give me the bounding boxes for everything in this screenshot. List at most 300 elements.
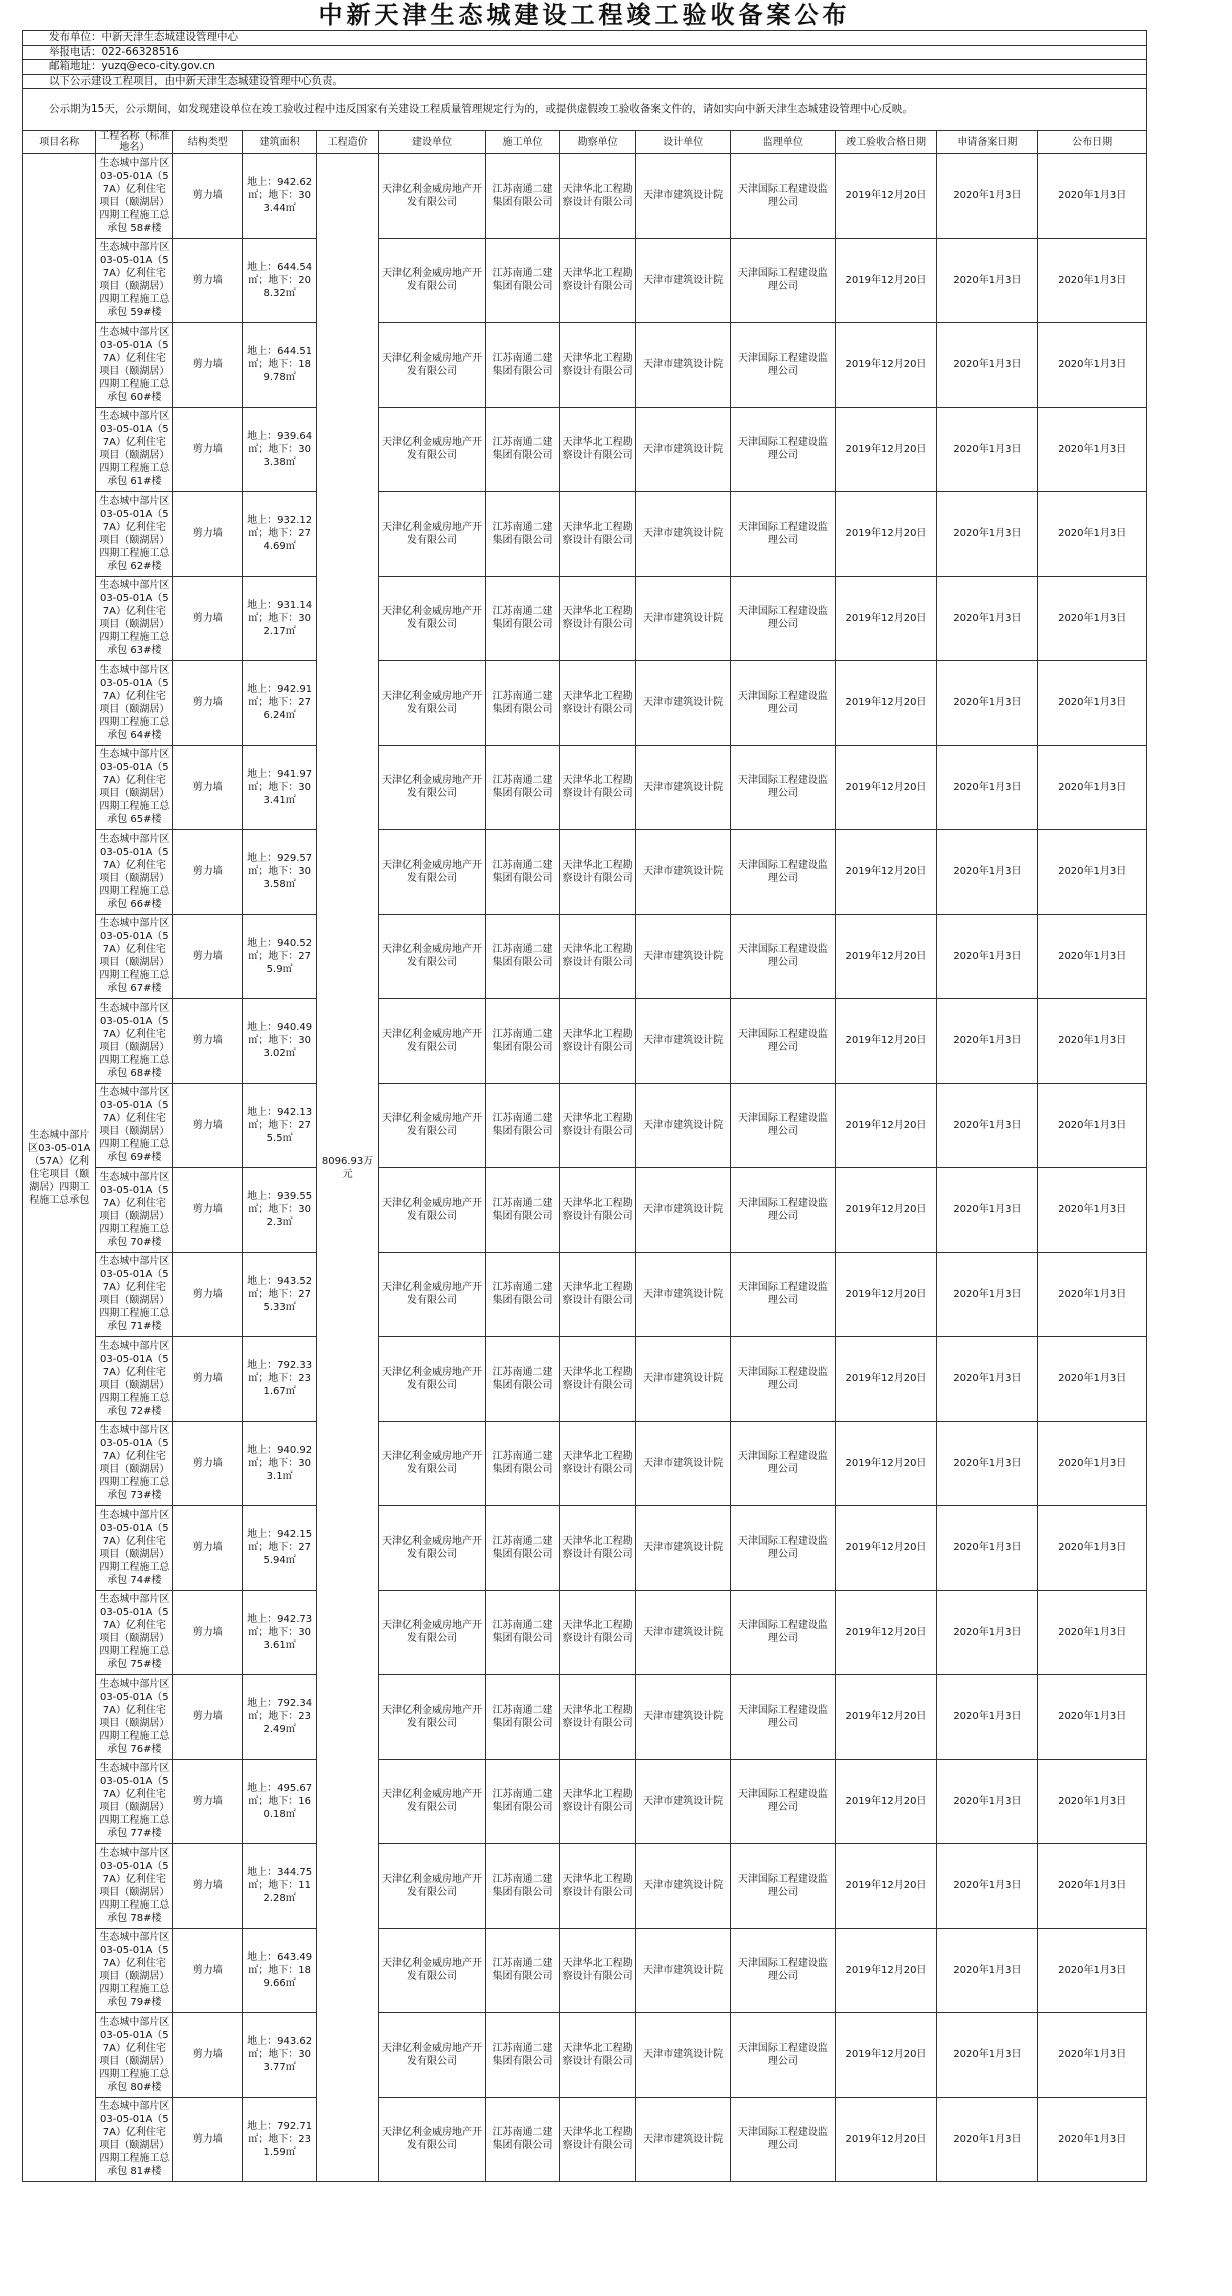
- survey-cell: 天津华北工程勘察设计有限公司: [560, 1675, 636, 1760]
- builder-cell: 天津亿利金威房地产开发有限公司: [379, 1759, 485, 1844]
- survey-cell: 天津华北工程勘察设计有限公司: [560, 1759, 636, 1844]
- area-cell: 地上：643.49㎡；地下：189.66㎡: [243, 1928, 316, 2013]
- area-cell: 地上：932.12㎡；地下：274.69㎡: [243, 492, 316, 577]
- table-row: [23, 999, 1147, 1084]
- supervisor-cell: 天津国际工程建设监理公司: [731, 407, 835, 492]
- page-title: 中新天津生态城建设工程竣工验收备案公布: [318, 0, 851, 29]
- apply-date-cell: 2020年1月3日: [937, 492, 1038, 577]
- supervisor-cell: 天津国际工程建设监理公司: [731, 1337, 835, 1422]
- apply-date-cell: 2020年1月3日: [937, 1337, 1038, 1422]
- area-cell: 地上：344.75㎡；地下：112.28㎡: [243, 1844, 316, 1929]
- structure-cell: 剪力墙: [173, 1844, 243, 1929]
- supervisor-cell: 天津国际工程建设监理公司: [731, 1252, 835, 1337]
- accept-date-cell: 2019年12月20日: [835, 999, 937, 1084]
- accept-date-cell: 2019年12月20日: [835, 2013, 937, 2098]
- col-header: 建设单位: [379, 131, 485, 154]
- builder-cell: 天津亿利金威房地产开发有限公司: [379, 1675, 485, 1760]
- accept-date-cell: 2019年12月20日: [835, 661, 937, 746]
- structure-cell: 剪力墙: [173, 238, 243, 323]
- apply-date-cell: 2020年1月3日: [937, 1252, 1038, 1337]
- accept-date-cell: 2019年12月20日: [835, 1590, 937, 1675]
- apply-date-cell: 2020年1月3日: [937, 661, 1038, 746]
- design-cell: 天津市建筑设计院: [635, 1083, 730, 1168]
- builder-cell: 天津亿利金威房地产开发有限公司: [379, 2013, 485, 2098]
- contractor-cell: 江苏南通二建集团有限公司: [485, 914, 560, 999]
- project-name-cell: 生态城中部片区03-05-01A（57A）亿利住宅项目（颐湖居）四期工程施工总承包: [23, 154, 96, 2182]
- contractor-cell: 江苏南通二建集团有限公司: [485, 1844, 560, 1929]
- col-header: 工程造价: [316, 131, 379, 154]
- survey-cell: 天津华北工程勘察设计有限公司: [560, 323, 636, 408]
- builder-cell: 天津亿利金威房地产开发有限公司: [379, 492, 485, 577]
- design-cell: 天津市建筑设计院: [635, 914, 730, 999]
- table-row: [23, 1844, 1147, 1929]
- contractor-cell: 江苏南通二建集团有限公司: [485, 2097, 560, 2182]
- work-name-cell: 生态城中部片区03-05-01A（57A）亿利住宅项目（颐湖居）四期工程施工总承包 80#楼: [96, 2013, 173, 2098]
- survey-cell: 天津华北工程勘察设计有限公司: [560, 492, 636, 577]
- publish-date-cell: 2020年1月3日: [1038, 154, 1147, 239]
- apply-date-cell: 2020年1月3日: [937, 238, 1038, 323]
- design-cell: 天津市建筑设计院: [635, 2013, 730, 2098]
- contractor-cell: 江苏南通二建集团有限公司: [485, 830, 560, 915]
- apply-date-cell: 2020年1月3日: [937, 154, 1038, 239]
- supervisor-cell: 天津国际工程建设监理公司: [731, 2097, 835, 2182]
- structure-cell: 剪力墙: [173, 1928, 243, 2013]
- publish-date-cell: 2020年1月3日: [1038, 1675, 1147, 1760]
- accept-date-cell: 2019年12月20日: [835, 407, 937, 492]
- work-name-cell: 生态城中部片区03-05-01A（57A）亿利住宅项目（颐湖居）四期工程施工总承包 62#楼: [96, 492, 173, 577]
- contractor-cell: 江苏南通二建集团有限公司: [485, 745, 560, 830]
- area-cell: 地上：942.91㎡；地下：276.24㎡: [243, 661, 316, 746]
- builder-cell: 天津亿利金威房地产开发有限公司: [379, 238, 485, 323]
- accept-date-cell: 2019年12月20日: [835, 1421, 937, 1506]
- supervisor-cell: 天津国际工程建设监理公司: [731, 661, 835, 746]
- accept-date-cell: 2019年12月20日: [835, 745, 937, 830]
- area-cell: 地上：644.51㎡；地下：189.78㎡: [243, 323, 316, 408]
- contractor-cell: 江苏南通二建集团有限公司: [485, 407, 560, 492]
- apply-date-cell: 2020年1月3日: [937, 1675, 1038, 1760]
- apply-date-cell: 2020年1月3日: [937, 1168, 1038, 1253]
- contractor-cell: 江苏南通二建集团有限公司: [485, 238, 560, 323]
- supervisor-cell: 天津国际工程建设监理公司: [731, 1168, 835, 1253]
- design-cell: 天津市建筑设计院: [635, 1252, 730, 1337]
- area-cell: 地上：942.15㎡；地下：275.94㎡: [243, 1506, 316, 1591]
- supervisor-cell: 天津国际工程建设监理公司: [731, 914, 835, 999]
- contractor-cell: 江苏南通二建集团有限公司: [485, 2013, 560, 2098]
- structure-cell: 剪力墙: [173, 914, 243, 999]
- supervisor-cell: 天津国际工程建设监理公司: [731, 1506, 835, 1591]
- survey-cell: 天津华北工程勘察设计有限公司: [560, 1421, 636, 1506]
- work-name-cell: 生态城中部片区03-05-01A（57A）亿利住宅项目（颐湖居）四期工程施工总承包 72#楼: [96, 1337, 173, 1422]
- builder-cell: 天津亿利金威房地产开发有限公司: [379, 1168, 485, 1253]
- accept-date-cell: 2019年12月20日: [835, 154, 937, 239]
- survey-cell: 天津华北工程勘察设计有限公司: [560, 1252, 636, 1337]
- accept-date-cell: 2019年12月20日: [835, 1675, 937, 1760]
- structure-cell: 剪力墙: [173, 2013, 243, 2098]
- col-header: 勘察单位: [560, 131, 636, 154]
- builder-cell: 天津亿利金威房地产开发有限公司: [379, 2097, 485, 2182]
- work-name-cell: 生态城中部片区03-05-01A（57A）亿利住宅项目（颐湖居）四期工程施工总承包 59#楼: [96, 238, 173, 323]
- apply-date-cell: 2020年1月3日: [937, 323, 1038, 408]
- structure-cell: 剪力墙: [173, 1759, 243, 1844]
- publish-date-cell: 2020年1月3日: [1038, 407, 1147, 492]
- contractor-cell: 江苏南通二建集团有限公司: [485, 323, 560, 408]
- work-name-cell: 生态城中部片区03-05-01A（57A）亿利住宅项目（颐湖居）四期工程施工总承包 70#楼: [96, 1168, 173, 1253]
- contractor-cell: 江苏南通二建集团有限公司: [485, 999, 560, 1084]
- accept-date-cell: 2019年12月20日: [835, 492, 937, 577]
- accept-date-cell: 2019年12月20日: [835, 323, 937, 408]
- supervisor-cell: 天津国际工程建设监理公司: [731, 576, 835, 661]
- apply-date-cell: 2020年1月3日: [937, 2097, 1038, 2182]
- survey-cell: 天津华北工程勘察设计有限公司: [560, 1168, 636, 1253]
- design-cell: 天津市建筑设计院: [635, 999, 730, 1084]
- col-header: 监理单位: [731, 131, 835, 154]
- work-name-cell: 生态城中部片区03-05-01A（57A）亿利住宅项目（颐湖居）四期工程施工总承包 75#楼: [96, 1590, 173, 1675]
- work-name-cell: 生态城中部片区03-05-01A（57A）亿利住宅项目（颐湖居）四期工程施工总承包 76#楼: [96, 1675, 173, 1760]
- table-row: [23, 745, 1147, 830]
- structure-cell: 剪力墙: [173, 2097, 243, 2182]
- cost-cell: 8096.93万元: [316, 154, 379, 2182]
- work-name-cell: 生态城中部片区03-05-01A（57A）亿利住宅项目（颐湖居）四期工程施工总承包 58#楼: [96, 154, 173, 239]
- survey-cell: 天津华北工程勘察设计有限公司: [560, 1083, 636, 1168]
- design-cell: 天津市建筑设计院: [635, 576, 730, 661]
- area-cell: 地上：943.62㎡；地下：303.77㎡: [243, 2013, 316, 2098]
- supervisor-cell: 天津国际工程建设监理公司: [731, 323, 835, 408]
- survey-cell: 天津华北工程勘察设计有限公司: [560, 154, 636, 239]
- survey-cell: 天津华北工程勘察设计有限公司: [560, 1928, 636, 2013]
- publish-date-cell: 2020年1月3日: [1038, 830, 1147, 915]
- apply-date-cell: 2020年1月3日: [937, 1844, 1038, 1929]
- col-header: 结构类型: [173, 131, 243, 154]
- publish-date-cell: 2020年1月3日: [1038, 1083, 1147, 1168]
- design-cell: 天津市建筑设计院: [635, 830, 730, 915]
- structure-cell: 剪力墙: [173, 999, 243, 1084]
- publish-date-cell: 2020年1月3日: [1038, 1590, 1147, 1675]
- apply-date-cell: 2020年1月3日: [937, 745, 1038, 830]
- supervisor-cell: 天津国际工程建设监理公司: [731, 1421, 835, 1506]
- structure-cell: 剪力墙: [173, 1252, 243, 1337]
- work-name-cell: 生态城中部片区03-05-01A（57A）亿利住宅项目（颐湖居）四期工程施工总承包 65#楼: [96, 745, 173, 830]
- col-header: 施工单位: [485, 131, 560, 154]
- info-block: [22, 30, 1147, 89]
- apply-date-cell: 2020年1月3日: [937, 1759, 1038, 1844]
- builder-cell: 天津亿利金威房地产开发有限公司: [379, 1337, 485, 1422]
- accept-date-cell: 2019年12月20日: [835, 576, 937, 661]
- work-name-cell: 生态城中部片区03-05-01A（57A）亿利住宅项目（颐湖居）四期工程施工总承包 66#楼: [96, 830, 173, 915]
- structure-cell: 剪力墙: [173, 1675, 243, 1760]
- area-cell: 地上：792.33㎡；地下：231.67㎡: [243, 1337, 316, 1422]
- contractor-cell: 江苏南通二建集团有限公司: [485, 1337, 560, 1422]
- structure-cell: 剪力墙: [173, 1421, 243, 1506]
- builder-cell: 天津亿利金威房地产开发有限公司: [379, 1928, 485, 2013]
- publish-date-cell: 2020年1月3日: [1038, 745, 1147, 830]
- design-cell: 天津市建筑设计院: [635, 1421, 730, 1506]
- accept-date-cell: 2019年12月20日: [835, 1337, 937, 1422]
- supervisor-cell: 天津国际工程建设监理公司: [731, 1083, 835, 1168]
- work-name-cell: 生态城中部片区03-05-01A（57A）亿利住宅项目（颐湖居）四期工程施工总承包 81#楼: [96, 2097, 173, 2182]
- area-cell: 地上：792.34㎡；地下：232.49㎡: [243, 1675, 316, 1760]
- apply-date-cell: 2020年1月3日: [937, 830, 1038, 915]
- work-name-cell: 生态城中部片区03-05-01A（57A）亿利住宅项目（颐湖居）四期工程施工总承包 73#楼: [96, 1421, 173, 1506]
- structure-cell: 剪力墙: [173, 576, 243, 661]
- area-cell: 地上：940.92㎡；地下：303.1㎡: [243, 1421, 316, 1506]
- publish-date-cell: 2020年1月3日: [1038, 323, 1147, 408]
- survey-cell: 天津华北工程勘察设计有限公司: [560, 830, 636, 915]
- apply-date-cell: 2020年1月3日: [937, 576, 1038, 661]
- table-row: [23, 1675, 1147, 1760]
- apply-date-cell: 2020年1月3日: [937, 1083, 1038, 1168]
- structure-cell: 剪力墙: [173, 1337, 243, 1422]
- survey-cell: 天津华北工程勘察设计有限公司: [560, 661, 636, 746]
- area-cell: 地上：939.55㎡；地下：302.3㎡: [243, 1168, 316, 1253]
- survey-cell: 天津华北工程勘察设计有限公司: [560, 1844, 636, 1929]
- accept-date-cell: 2019年12月20日: [835, 914, 937, 999]
- accept-date-cell: 2019年12月20日: [835, 1506, 937, 1591]
- col-header: 公布日期: [1038, 131, 1147, 154]
- structure-cell: 剪力墙: [173, 1083, 243, 1168]
- area-cell: 地上：644.54㎡；地下：208.32㎡: [243, 238, 316, 323]
- area-cell: 地上：943.52㎡；地下：275.33㎡: [243, 1252, 316, 1337]
- table-row: [23, 1928, 1147, 2013]
- builder-cell: 天津亿利金威房地产开发有限公司: [379, 1844, 485, 1929]
- contractor-cell: 江苏南通二建集团有限公司: [485, 1675, 560, 1760]
- publish-date-cell: 2020年1月3日: [1038, 1421, 1147, 1506]
- survey-cell: 天津华北工程勘察设计有限公司: [560, 576, 636, 661]
- notice-text: 公示期为15天，公示期间，如发现建设单位在竣工验收过程中违反国家有关建设工程质量管理规定行为的，或提供虚假竣工验收备案文件的，请如实向中新天津生态城建设管理中心反映。: [22, 89, 1147, 130]
- work-name-cell: 生态城中部片区03-05-01A（57A）亿利住宅项目（颐湖居）四期工程施工总承包 64#楼: [96, 661, 173, 746]
- structure-cell: 剪力墙: [173, 745, 243, 830]
- table-body: [23, 154, 1147, 2182]
- area-cell: 地上：929.57㎡；地下：303.58㎡: [243, 830, 316, 915]
- col-header: 申请备案日期: [937, 131, 1038, 154]
- accept-date-cell: 2019年12月20日: [835, 2097, 937, 2182]
- design-cell: 天津市建筑设计院: [635, 154, 730, 239]
- apply-date-cell: 2020年1月3日: [937, 407, 1038, 492]
- table-row: [23, 1168, 1147, 1253]
- supervisor-cell: 天津国际工程建设监理公司: [731, 2013, 835, 2098]
- publish-date-cell: 2020年1月3日: [1038, 1928, 1147, 2013]
- table-header-row: [23, 131, 1147, 154]
- supervisor-cell: 天津国际工程建设监理公司: [731, 830, 835, 915]
- table-row: [23, 154, 1147, 239]
- area-cell: 地上：939.64㎡；地下：303.38㎡: [243, 407, 316, 492]
- design-cell: 天津市建筑设计院: [635, 1506, 730, 1591]
- design-cell: 天津市建筑设计院: [635, 1168, 730, 1253]
- design-cell: 天津市建筑设计院: [635, 661, 730, 746]
- design-cell: 天津市建筑设计院: [635, 238, 730, 323]
- survey-cell: 天津华北工程勘察设计有限公司: [560, 2097, 636, 2182]
- accept-date-cell: 2019年12月20日: [835, 1844, 937, 1929]
- design-cell: 天津市建筑设计院: [635, 492, 730, 577]
- contractor-cell: 江苏南通二建集团有限公司: [485, 576, 560, 661]
- apply-date-cell: 2020年1月3日: [937, 1928, 1038, 2013]
- builder-cell: 天津亿利金威房地产开发有限公司: [379, 745, 485, 830]
- design-cell: 天津市建筑设计院: [635, 1337, 730, 1422]
- col-header: 项目名称: [23, 131, 96, 154]
- accept-date-cell: 2019年12月20日: [835, 1168, 937, 1253]
- phone-line: 举报电话：022-66328516: [23, 46, 1146, 61]
- publish-date-cell: 2020年1月3日: [1038, 2097, 1147, 2182]
- area-cell: 地上：940.52㎡；地下：275.9㎡: [243, 914, 316, 999]
- design-cell: 天津市建筑设计院: [635, 1590, 730, 1675]
- design-cell: 天津市建筑设计院: [635, 1675, 730, 1760]
- structure-cell: 剪力墙: [173, 1590, 243, 1675]
- col-header: 设计单位: [635, 131, 730, 154]
- survey-cell: 天津华北工程勘察设计有限公司: [560, 238, 636, 323]
- survey-cell: 天津华北工程勘察设计有限公司: [560, 914, 636, 999]
- supervisor-cell: 天津国际工程建设监理公司: [731, 999, 835, 1084]
- publish-date-cell: 2020年1月3日: [1038, 999, 1147, 1084]
- contractor-cell: 江苏南通二建集团有限公司: [485, 154, 560, 239]
- survey-cell: 天津华北工程勘察设计有限公司: [560, 2013, 636, 2098]
- publish-date-cell: 2020年1月3日: [1038, 914, 1147, 999]
- contractor-cell: 江苏南通二建集团有限公司: [485, 492, 560, 577]
- table-row: [23, 2013, 1147, 2098]
- structure-cell: 剪力墙: [173, 323, 243, 408]
- survey-cell: 天津华北工程勘察设计有限公司: [560, 999, 636, 1084]
- structure-cell: 剪力墙: [173, 1506, 243, 1591]
- publish-date-cell: 2020年1月3日: [1038, 1252, 1147, 1337]
- survey-cell: 天津华北工程勘察设计有限公司: [560, 1590, 636, 1675]
- table-row: [23, 1252, 1147, 1337]
- table-row: [23, 661, 1147, 746]
- apply-date-cell: 2020年1月3日: [937, 1506, 1038, 1591]
- structure-cell: 剪力墙: [173, 661, 243, 746]
- survey-cell: 天津华北工程勘察设计有限公司: [560, 1506, 636, 1591]
- accept-date-cell: 2019年12月20日: [835, 1252, 937, 1337]
- apply-date-cell: 2020年1月3日: [937, 2013, 1038, 2098]
- table-row: [23, 492, 1147, 577]
- accept-date-cell: 2019年12月20日: [835, 1928, 937, 2013]
- builder-cell: 天津亿利金威房地产开发有限公司: [379, 154, 485, 239]
- design-cell: 天津市建筑设计院: [635, 407, 730, 492]
- col-header: 建筑面积: [243, 131, 316, 154]
- contractor-cell: 江苏南通二建集团有限公司: [485, 1759, 560, 1844]
- work-name-cell: 生态城中部片区03-05-01A（57A）亿利住宅项目（颐湖居）四期工程施工总承包 68#楼: [96, 999, 173, 1084]
- table-row: [23, 1590, 1147, 1675]
- supervisor-cell: 天津国际工程建设监理公司: [731, 1759, 835, 1844]
- table-row: [23, 830, 1147, 915]
- apply-date-cell: 2020年1月3日: [937, 914, 1038, 999]
- area-cell: 地上：931.14㎡；地下：302.17㎡: [243, 576, 316, 661]
- publish-date-cell: 2020年1月3日: [1038, 2013, 1147, 2098]
- supervisor-cell: 天津国际工程建设监理公司: [731, 1928, 835, 2013]
- contractor-cell: 江苏南通二建集团有限公司: [485, 1252, 560, 1337]
- survey-cell: 天津华北工程勘察设计有限公司: [560, 1337, 636, 1422]
- table-row: [23, 1421, 1147, 1506]
- work-name-cell: 生态城中部片区03-05-01A（57A）亿利住宅项目（颐湖居）四期工程施工总承包 74#楼: [96, 1506, 173, 1591]
- builder-cell: 天津亿利金威房地产开发有限公司: [379, 1083, 485, 1168]
- announcement-sheet: [22, 0, 1147, 2182]
- survey-cell: 天津华北工程勘察设计有限公司: [560, 745, 636, 830]
- publisher-line: 发布单位：中新天津生态城建设管理中心: [23, 31, 1146, 46]
- table-row: [23, 576, 1147, 661]
- builder-cell: 天津亿利金威房地产开发有限公司: [379, 1590, 485, 1675]
- table-row: [23, 1083, 1147, 1168]
- table-row: [23, 1759, 1147, 1844]
- table-row: [23, 407, 1147, 492]
- builder-cell: 天津亿利金威房地产开发有限公司: [379, 661, 485, 746]
- contractor-cell: 江苏南通二建集团有限公司: [485, 1590, 560, 1675]
- work-name-cell: 生态城中部片区03-05-01A（57A）亿利住宅项目（颐湖居）四期工程施工总承包 60#楼: [96, 323, 173, 408]
- col-header: 工程名称（标准地名）: [96, 131, 173, 154]
- builder-cell: 天津亿利金威房地产开发有限公司: [379, 576, 485, 661]
- area-cell: 地上：942.73㎡；地下：303.61㎡: [243, 1590, 316, 1675]
- table-row: [23, 238, 1147, 323]
- supervisor-cell: 天津国际工程建设监理公司: [731, 238, 835, 323]
- survey-cell: 天津华北工程勘察设计有限公司: [560, 407, 636, 492]
- contractor-cell: 江苏南通二建集团有限公司: [485, 1168, 560, 1253]
- work-name-cell: 生态城中部片区03-05-01A（57A）亿利住宅项目（颐湖居）四期工程施工总承包 61#楼: [96, 407, 173, 492]
- work-name-cell: 生态城中部片区03-05-01A（57A）亿利住宅项目（颐湖居）四期工程施工总承包 67#楼: [96, 914, 173, 999]
- col-header: 竣工验收合格日期: [835, 131, 937, 154]
- area-cell: 地上：941.97㎡；地下：303.41㎡: [243, 745, 316, 830]
- structure-cell: 剪力墙: [173, 154, 243, 239]
- area-cell: 地上：495.67㎡；地下：160.18㎡: [243, 1759, 316, 1844]
- supervisor-cell: 天津国际工程建设监理公司: [731, 1844, 835, 1929]
- contractor-cell: 江苏南通二建集团有限公司: [485, 1083, 560, 1168]
- design-cell: 天津市建筑设计院: [635, 323, 730, 408]
- contractor-cell: 江苏南通二建集团有限公司: [485, 661, 560, 746]
- table-row: [23, 1337, 1147, 1422]
- design-cell: 天津市建筑设计院: [635, 1759, 730, 1844]
- design-cell: 天津市建筑设计院: [635, 1928, 730, 2013]
- area-cell: 地上：940.49㎡；地下：303.02㎡: [243, 999, 316, 1084]
- publish-date-cell: 2020年1月3日: [1038, 1168, 1147, 1253]
- table-row: [23, 1506, 1147, 1591]
- supervisor-cell: 天津国际工程建设监理公司: [731, 1675, 835, 1760]
- supervisor-cell: 天津国际工程建设监理公司: [731, 492, 835, 577]
- work-name-cell: 生态城中部片区03-05-01A（57A）亿利住宅项目（颐湖居）四期工程施工总承包 77#楼: [96, 1759, 173, 1844]
- structure-cell: 剪力墙: [173, 1168, 243, 1253]
- publish-date-cell: 2020年1月3日: [1038, 1759, 1147, 1844]
- supervisor-cell: 天津国际工程建设监理公司: [731, 154, 835, 239]
- structure-cell: 剪力墙: [173, 830, 243, 915]
- publish-date-cell: 2020年1月3日: [1038, 1844, 1147, 1929]
- supervisor-cell: 天津国际工程建设监理公司: [731, 745, 835, 830]
- design-cell: 天津市建筑设计院: [635, 2097, 730, 2182]
- contractor-cell: 江苏南通二建集团有限公司: [485, 1928, 560, 2013]
- builder-cell: 天津亿利金威房地产开发有限公司: [379, 830, 485, 915]
- email-line: 邮箱地址：yuzq@eco-city.gov.cn: [23, 60, 1146, 75]
- table-row: [23, 914, 1147, 999]
- builder-cell: 天津亿利金威房地产开发有限公司: [379, 323, 485, 408]
- work-name-cell: 生态城中部片区03-05-01A（57A）亿利住宅项目（颐湖居）四期工程施工总承包 69#楼: [96, 1083, 173, 1168]
- apply-date-cell: 2020年1月3日: [937, 999, 1038, 1084]
- contractor-cell: 江苏南通二建集团有限公司: [485, 1506, 560, 1591]
- publish-date-cell: 2020年1月3日: [1038, 661, 1147, 746]
- contractor-cell: 江苏南通二建集团有限公司: [485, 1421, 560, 1506]
- accept-date-cell: 2019年12月20日: [835, 830, 937, 915]
- supervisor-cell: 天津国际工程建设监理公司: [731, 1590, 835, 1675]
- accept-date-cell: 2019年12月20日: [835, 1759, 937, 1844]
- publish-date-cell: 2020年1月3日: [1038, 576, 1147, 661]
- note-line: 以下公示建设工程项目，由中新天津生态城建设管理中心负责。: [23, 75, 1146, 90]
- builder-cell: 天津亿利金威房地产开发有限公司: [379, 407, 485, 492]
- publish-date-cell: 2020年1月3日: [1038, 1337, 1147, 1422]
- area-cell: 地上：942.62㎡；地下：303.44㎡: [243, 154, 316, 239]
- builder-cell: 天津亿利金威房地产开发有限公司: [379, 999, 485, 1084]
- table-row: [23, 323, 1147, 408]
- area-cell: 地上：942.13㎡；地下：275.5㎡: [243, 1083, 316, 1168]
- area-cell: 地上：792.71㎡；地下：231.59㎡: [243, 2097, 316, 2182]
- publish-date-cell: 2020年1月3日: [1038, 238, 1147, 323]
- apply-date-cell: 2020年1月3日: [937, 1590, 1038, 1675]
- publish-date-cell: 2020年1月3日: [1038, 1506, 1147, 1591]
- builder-cell: 天津亿利金威房地产开发有限公司: [379, 1421, 485, 1506]
- records-table: [22, 130, 1147, 2182]
- accept-date-cell: 2019年12月20日: [835, 238, 937, 323]
- accept-date-cell: 2019年12月20日: [835, 1083, 937, 1168]
